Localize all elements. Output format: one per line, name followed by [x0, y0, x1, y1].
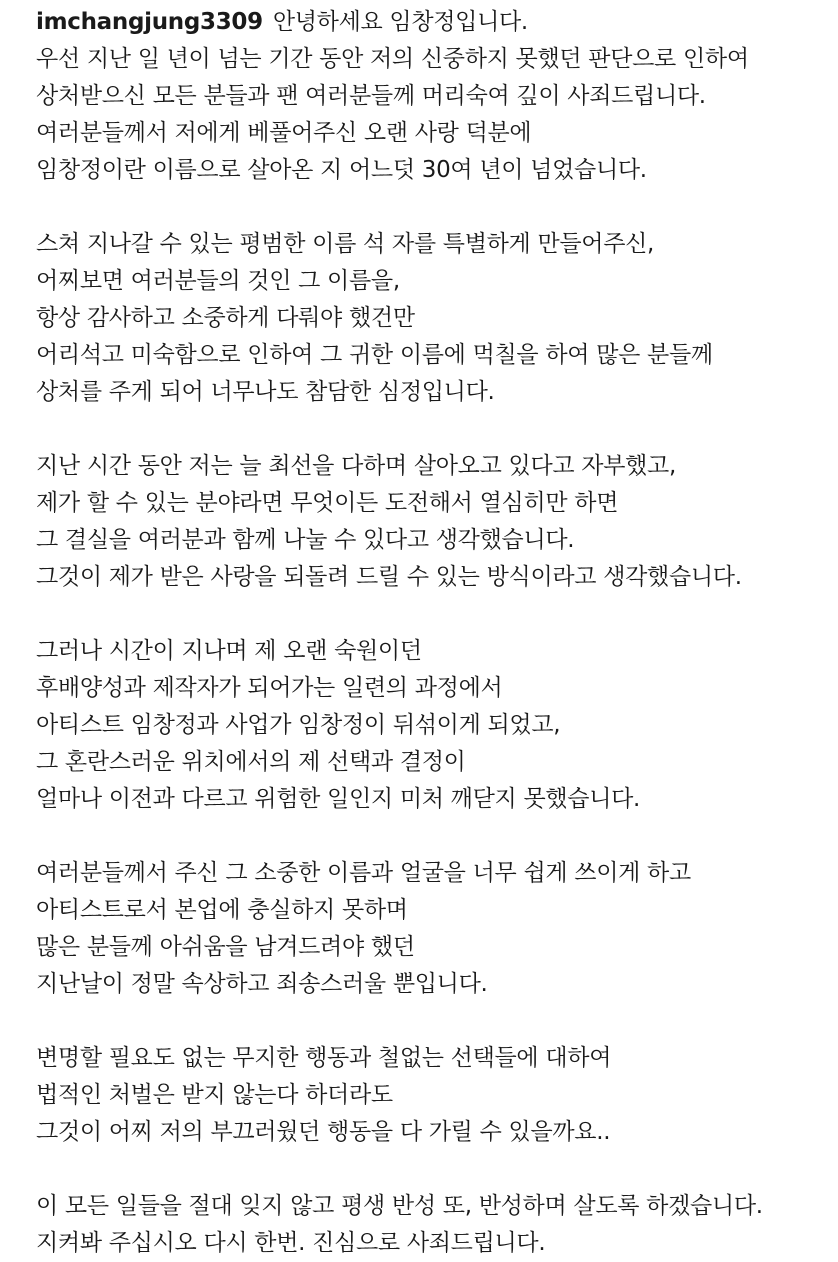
caption-line: 여러분들께서 저에게 베풀어주신 오랜 사랑 덕분에	[36, 120, 532, 146]
caption-line: 항상 감사하고 소중하게 다뤄야 했건만	[36, 305, 415, 331]
caption-line: 후배양성과 제작자가 되어가는 일련의 과정에서	[36, 675, 503, 701]
caption-line: 상처받으신 모든 분들과 팬 여러분들께 머리숙여 깊이 사죄드립니다.	[36, 83, 706, 109]
caption-paragraph-1	[36, 4, 824, 189]
caption-line: 지난 시간 동안 저는 늘 최선을 다하며 살아오고 있다고 자부했고,	[36, 453, 676, 479]
caption-paragraph-4	[36, 633, 824, 818]
caption-line: 그 혼란스러운 위치에서의 제 선택과 결정이	[36, 749, 466, 775]
caption-line: 그것이 어찌 저의 부끄러웠던 행동을 다 가릴 수 있을까요..	[36, 1119, 611, 1145]
caption-line: 변명할 필요도 없는 무지한 행동과 철없는 선택들에 대하여	[36, 1045, 612, 1071]
caption-paragraph-2	[36, 226, 824, 411]
caption-line: 얼마나 이전과 다르고 위험한 일인지 미처 깨닫지 못했습니다.	[36, 786, 641, 812]
caption-line: 안녕하세요 임창정입니다.	[272, 9, 528, 35]
caption-line: 어찌보면 여러분들의 것인 그 이름을,	[36, 268, 400, 294]
caption-line: 우선 지난 일 년이 넘는 기간 동안 저의 신중하지 못했던 판단으로 인하여	[36, 46, 749, 72]
caption-line: 아티스트 임창정과 사업가 임창정이 뒤섞이게 되었고,	[36, 712, 561, 738]
caption-line: 임창정이란 이름으로 살아온 지 어느덧 30여 년이 넘었습니다.	[36, 157, 647, 183]
caption-line: 그 결실을 여러분과 함께 나눌 수 있다고 생각했습니다.	[36, 527, 575, 553]
caption-line: 스쳐 지나갈 수 있는 평범한 이름 석 자를 특별하게 만들어주신,	[36, 231, 655, 257]
username-link[interactable]: imchangjung3309	[36, 9, 263, 35]
caption-first-line	[36, 4, 824, 41]
caption-paragraph-6	[36, 1040, 824, 1151]
caption-line: 이 모든 일들을 절대 잊지 않고 평생 반성 또, 반성하며 살도록 하겠습니다.	[36, 1193, 763, 1219]
caption-paragraph-3	[36, 448, 824, 596]
caption-line: 지난날이 정말 속상하고 죄송스러울 뿐입니다.	[36, 971, 488, 997]
caption-line: 많은 분들께 아쉬움을 남겨드려야 했던	[36, 934, 415, 960]
caption-line: 상처를 주게 되어 너무나도 참담한 심정입니다.	[36, 379, 495, 405]
caption-line: 법적인 처벌은 받지 않는다 하더라도	[36, 1082, 393, 1108]
caption-paragraph-7	[36, 1188, 824, 1262]
caption-paragraph-5	[36, 855, 824, 1003]
caption-line: 그러나 시간이 지나며 제 오랜 숙원이던	[36, 638, 422, 664]
caption-line: 제가 할 수 있는 분야라면 무엇이든 도전해서 열심히만 하면	[36, 490, 619, 516]
caption-line: 여러분들께서 주신 그 소중한 이름과 얼굴을 너무 쉽게 쓰이게 하고	[36, 860, 691, 886]
caption-line: 지켜봐 주십시오 다시 한번. 진심으로 사죄드립니다.	[36, 1230, 546, 1256]
caption-line: 어리석고 미숙함으로 인하여 그 귀한 이름에 먹칠을 하여 많은 분들께	[36, 342, 713, 368]
caption-line: 그것이 제가 받은 사랑을 되돌려 드릴 수 있는 방식이라고 생각했습니다.	[36, 564, 742, 590]
caption-line: 아티스트로서 본업에 충실하지 못하며	[36, 897, 408, 923]
